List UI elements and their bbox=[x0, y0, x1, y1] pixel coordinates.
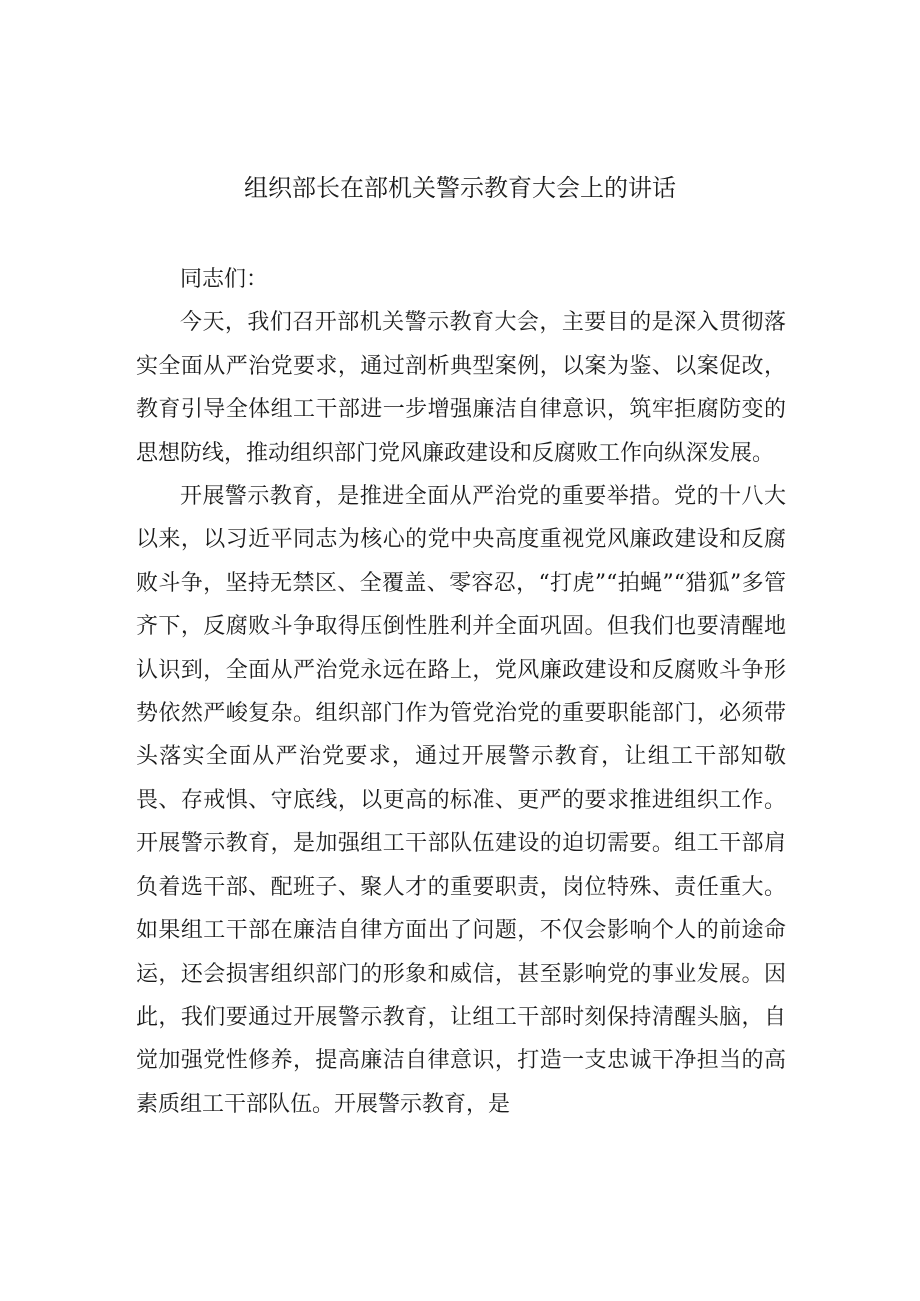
greeting: 同志们： bbox=[180, 267, 269, 292]
document-title: 组织部长在部机关警示教育大会上的讲话 bbox=[244, 174, 676, 202]
document-body bbox=[136, 258, 786, 1126]
paragraph: 今天，我们召开部机关警示教育大会，主要目的是深入贯彻落实全面从严治党要求，通过剖析典型案例，以案为鉴、以案促改，教育引导全体组工干部进一步增强廉洁自律意识，筑牢拒腐防变的思想防线，推动组织部门党风廉政建设和反腐败工作向纵深发展。 bbox=[136, 310, 786, 466]
paragraph: 开展警示教育，是推进全面从严治党的重要举措。党的十八大以来，以习近平同志为核心的党中央高度重视党风廉政建设和反腐败斗争，坚持无禁区、全覆盖、零容忍，“打虎”“拍蝇”“猎狐”多管齐下，反腐败斗争取得压倒性胜利并全面巩固。但我们也要清醒地认识到，全面从严治党永远在路上，党风廉政建设和反腐败斗争形势依然严峻复杂。组织部门作为管党治党的重要职能部门，必须带头落实全面从严治党要求，通过开展警示教育，让组工干部知敬畏、存戒惧、守底线，以更高的标准、更严的要求推进组织工作。开展警示教育，是加强组工干部队伍建设的迫切需要。组工干部肩负着选干部、配班子、聚人才的重要职责，岗位特殊、责任重大。如果组工干部在廉洁自律方面出了问题，不仅会影响个人的前途命运，还会损害组织部门的形象和威信，甚至影响党的事业发展。因此，我们要通过开展警示教育，让组工干部时刻保持清醒头脑，自觉加强党性修养，提高廉洁自律意识，打造一支忠诚干净担当的高素质组工干部队伍。开展警示教育，是 bbox=[136, 484, 787, 1117]
